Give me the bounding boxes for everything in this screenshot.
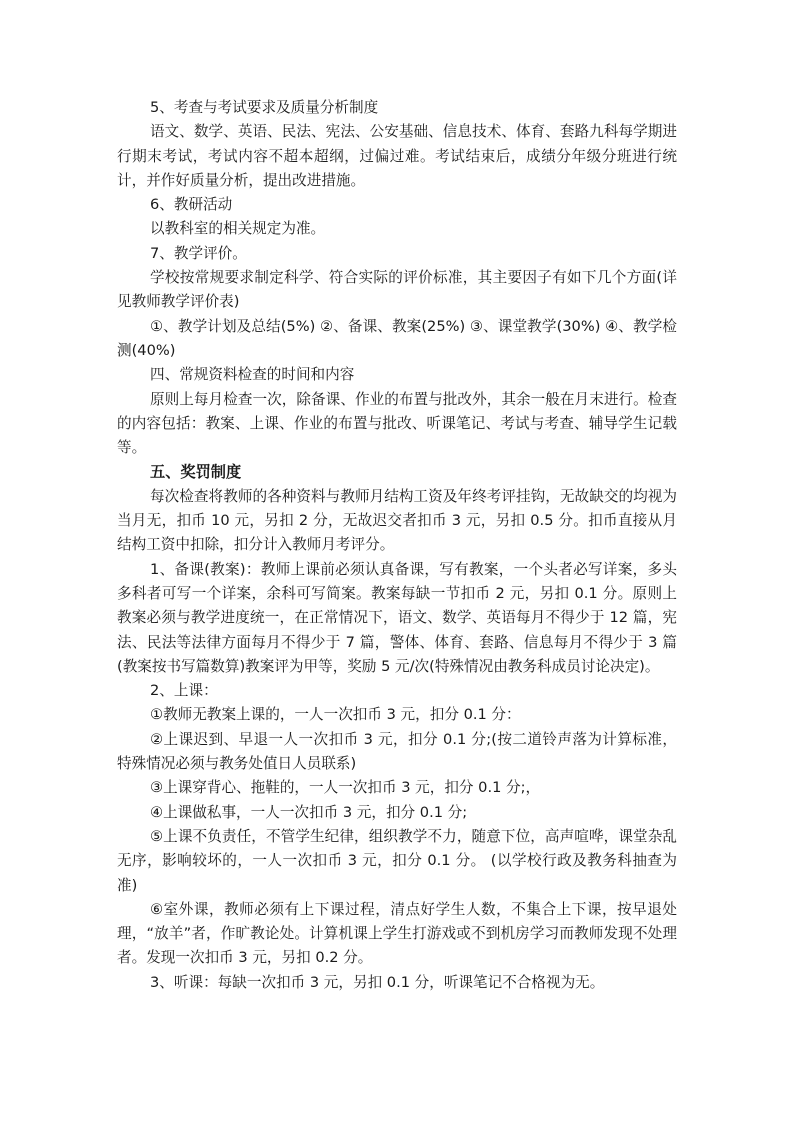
heading-exam-requirements: 5、考查与考试要求及质量分析制度 [150,99,379,116]
heading-routine-inspection: 四、常规资料检查的时间和内容 [150,366,355,384]
list-item-no-plan: ①教师无教案上课的，一人一次扣币 3 元，扣分 0.1 分： [150,706,521,724]
list-item-outdoor-class: ⑥室外课，教师必须有上下课过程，清点好学生人数，不集合上下课，按早退处理，“放羊”者，作旷教论处。计算机课上学生打游戏或不到机房学习而教师发现不处理者。发现一次扣币 3 元，另扣 0.2 分。 [117,900,677,967]
heading-teaching-evaluation: 7、教学评价。 [150,244,247,262]
paragraph-evaluation-factors: ①、教学计划及总结(5%) ②、备课、教案(25%) ③、课堂教学(30%) ④、教学检测(40%) [117,317,677,359]
paragraph-inspection-content: 原则上每月检查一次，除备课、作业的布置与批改外，其余一般在月末进行。检查的内容包括：教案、上课、作业的布置与批改、听课笔记、考试与考查、辅导学生记载等。 [117,390,677,457]
paragraph-research-rules: 以教科室的相关规定为准。 [150,220,326,238]
paragraph-lesson-observation: 3、听课：每缺一次扣币 3 元，另扣 0.1 分，听课笔记不合格视为无。 [150,973,605,991]
list-item-late-early: ②上课迟到、早退一人一次扣币 3 元，扣分 0.1 分;(按二道铃声落为计算标准，特殊情况必须与教务处值日人员联系) [117,730,677,773]
heading-teaching-research: 6、教研活动 [150,196,233,214]
list-item-dress: ③上课穿背心、拖鞋的，一人一次扣币 3 元，扣分 0.1 分;， [150,779,541,797]
list-item-irresponsible: ⑤上课不负责任，不管学生纪律，组织教学不力，随意下位，高声喧哗，课堂杂乱无序，影响较坏的，一人一次扣币 3 元，扣分 0.1 分。 (以学校行政及教务科抽查为准) [117,827,677,894]
heading-rewards-penalties: 五、奖罚制度 [150,463,242,482]
paragraph-evaluation-standard: 学校按常规要求制定科学、符合实际的评价标准，其主要因子有如下几个方面(详见教师教学评价表) [117,269,677,311]
list-item-private-matters: ④上课做私事，一人一次扣币 3 元，扣分 0.1 分; [150,803,468,821]
paragraph-final-exams: 语文、数学、英语、民法、宪法、公安基础、信息技术、体育、套路九科每学期进行期末考试，考试内容不超本超纲，过偏过难。考试结束后，成绩分年级分班进行统计，并作好质量分析，提出改进措施。 [117,123,677,189]
heading-classes: 2、上课： [150,682,218,700]
document-body [117,96,677,995]
paragraph-lesson-plans: 1、备课(教案)：教师上课前必须认真备课，写有教案，一个头者必写详案，多头多科者可写一个详案，余科可写简案。教案每缺一节扣币 2 元，另扣 0.1 分。原则上教案必须与教学进度统一，在正常情况下，语文、数学、英语每月不得少于 12 篇，宪法、民法等法律方面每月不得少于 7 篇，警体、体育、套路、信息每月不得少于 3 篇(教案按书写篇数算)教案评为甲等，奖励 5 元/次(特殊情况由教务科成员讨论决定)。 [117,560,677,675]
paragraph-penalty-general: 每次检查将教师的各种资料与教师月结构工资及年终考评挂钩，无故缺交的均视为当月无，扣币 10 元，另扣 2 分，无故迟交者扣币 3 元，另扣 0.5 分。扣币直接从月结构工资中扣除，扣分计入教师月考评分。 [117,487,677,554]
